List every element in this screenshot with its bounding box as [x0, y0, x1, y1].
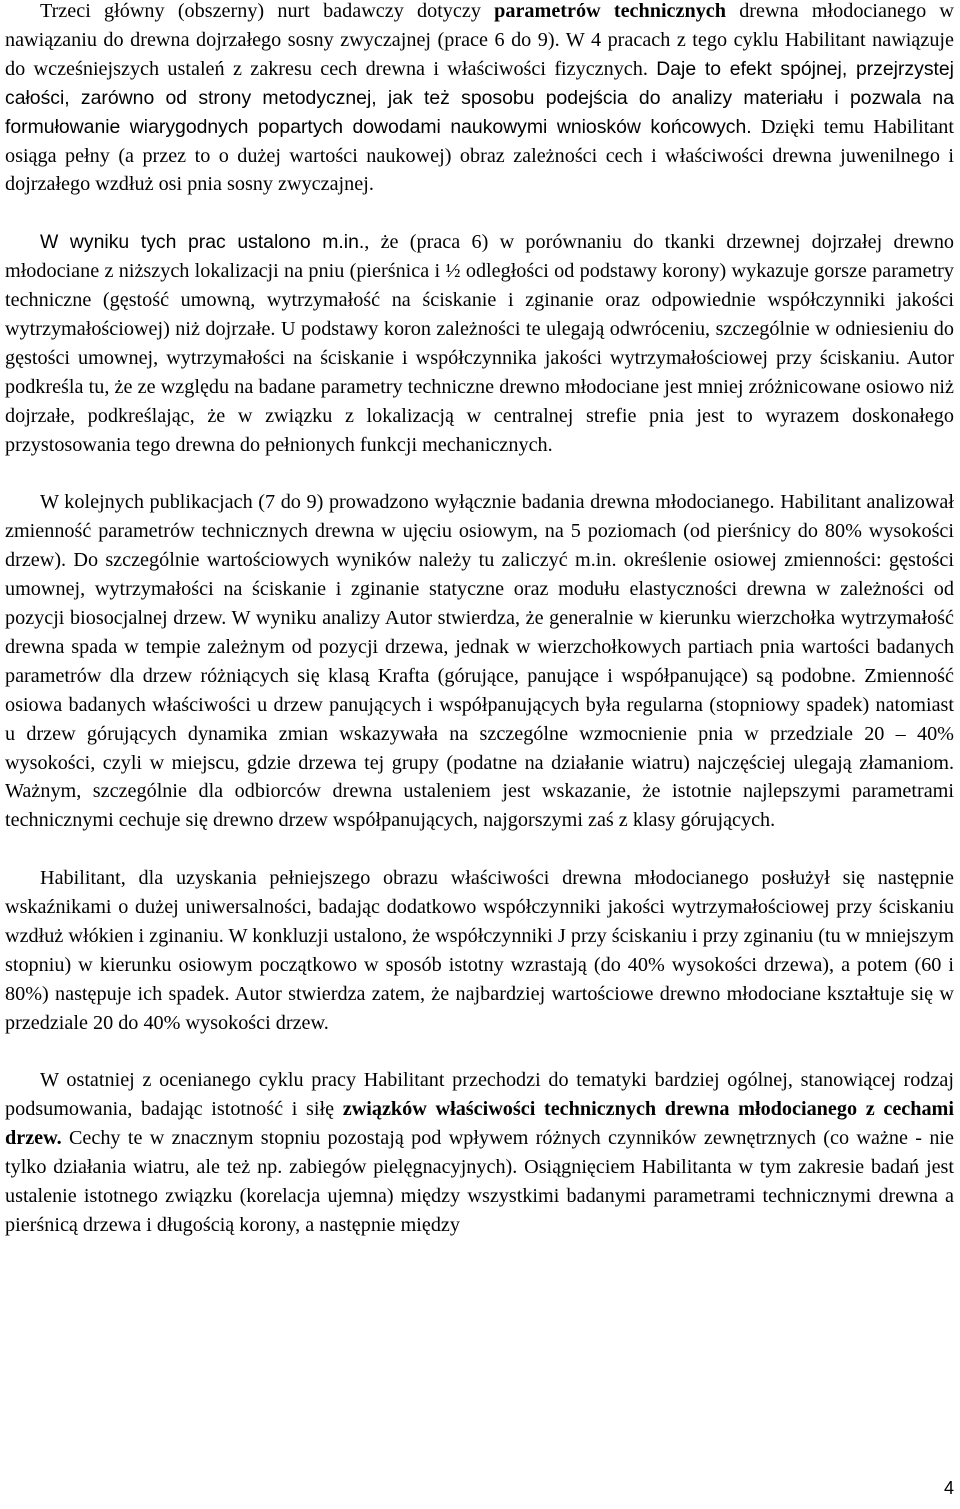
paragraph-1-segment-2: parametrów technicznych [494, 0, 726, 22]
paragraph-2 [5, 228, 954, 459]
paragraph-4-segment-1: Habilitant, dla uzyskania pełniejszego obrazu właściwości drewna młodocianego posłużył się następnie wskaźnikami o dużej uniwersalności, badając dodatkowo współczynniki jakości wytrzymałościowej przy ściskaniu wzdłuż włókien i zginaniu. W konkluzji ustalono, że współczynniki J przy ściskaniu i przy zginaniu (tu w mniejszym stopniu) w kierunku osiowym początkowo w sposób istotny wzrastają (do 40% wysokości drzewa), a potem (60 i 80%) następuje ich spadek. Autor stwierdza zatem, że najbardziej wartościowe drewno młodociane kształtuje się w przedziale 20 do 40% wysokości drzew. [5, 867, 954, 1034]
paragraph-3-segment-1: W kolejnych publikacjach (7 do 9) prowadzono wyłącznie badania drewna młodocianego. Habilitant analizował zmienność parametrów technicznych drewna w ujęciu osiowym, na 5 poziomach (od pierśnicy do 80% wysokości drzew). Do szczególnie wartościowych wyników należy tu zaliczyć m.in. określenie osiowej zmienności: gęstości umownej, wytrzymałości na ściskanie i zginanie statyczne oraz modułu elastyczności drewna w zależności od pozycji biosocjalnej drzew. W wyniku analizy Autor stwierdza, że generalnie w kierunku wierzchołka wytrzymałość drewna spada w tempie zależnym od pozycji drzewa, jednak w wierzchołkowych partiach pnia wartości badanych parametrów dla drzew różniących się klasą Krafta (górujące, panujące i współpanujące) są podobne. Zmienność osiowa badanych właściwości u drzew panujących i współpanujących była regularna (stopniowy spadek) natomiast u drzew górujących dynamika zmian wskazywała na szczególne wzmocnienie pnia w przedziale 20 – 40% wysokości, czyli w miejscu, gdzie drzewa tej grupy (podatne na działanie wiatru) najczęściej ulegają złamaniom. Ważnym, szczególnie dla odbiorców drewna ustaleniem jest wskazanie, że istotnie najlepszymi parametrami technicznymi cechuje się drewno drzew współpanujących, najgorszymi zaś z klasy górujących. [5, 491, 954, 832]
paragraph-1-segment-1: Trzeci główny (obszerny) nurt badawczy dotyczy [40, 0, 495, 22]
paragraph-5 [5, 1066, 954, 1239]
paragraph-1-segment-5: Dzięki temu Habilitant osiąga pełny (a przez to o dużej wartości naukowej) obraz zależności cech i właściwości drewna juwenilnego i dojrzałego wzdłuż osi pnia sosny zwyczajnej. [5, 115, 954, 196]
paragraph-5-segment-1: W ostatniej z ocenianego cyklu pracy Habilitant przechodzi do tematyki bardziej ogólnej, stanowiącej rodzaj podsumowania, badając istotność i siłę [5, 1069, 954, 1121]
paragraph-1-segment-4: Daje to efekt spójnej, przejrzystej całości, zarówno od strony metodycznej, jak też sposobu podejścia do analizy materiału i pozwala na formułowanie wiarygodnych popartych dowodami naukowymi wniosków końcowych. [5, 57, 954, 138]
document-body [5, 0, 954, 1240]
paragraph-3 [5, 488, 954, 835]
page-number: 4 [943, 1478, 954, 1498]
paragraph-5-segment-3: Cechy te w znacznym stopniu pozostają pod wpływem różnych czynników zewnętrznych (co ważne - nie tylko działania wiatru, ale też np. zabiegów pielęgnacyjnych). Osiągnięciem Habilitanta w tym zakresie badań jest ustalenie istotnego związku (korelacja ujemna) między wszystkimi badanymi parametrami technicznymi drewna a pierśnicą drzewa i długością korony, a następnie między [5, 1127, 954, 1236]
paragraph-5-segment-2: związków właściwości technicznych drewna młodocianego z cechami drzew. [5, 1098, 954, 1150]
paragraph-2-segment-1: W wyniku tych prac ustalono m.in. [40, 231, 365, 254]
paragraph-1 [5, 0, 954, 199]
paragraph-2-segment-2: , że (praca 6) w porównaniu do tkanki drzewnej dojrzałej drewno młodociane z niższych lokalizacji na pniu (pierśnica i ½ odległości od podstawy korony) wykazuje gorsze parametry techniczne (gęstość umowną, wytrzymałość na ściskanie i zginanie oraz odpowiednie współczynniki jakości wytrzymałościowej) niż dojrzałe. U podstawy koron zależności te ulegają odwróceniu, szczególnie w odniesieniu do gęstości umownej, wytrzymałości na ściskanie i współczynnika jakości wytrzymałościowej przy ściskaniu. Autor podkreśla tu, że ze względu na badane parametry techniczne drewno młodociane jest mniej zróżnicowane osiowo niż dojrzałe, podkreślając, że w związku z lokalizacją w centralnej strefie pnia jest to wyrazem doskonałego przystosowania tego drewna do pełnionych funkcji mechanicznych. [5, 231, 955, 456]
paragraph-4 [5, 864, 954, 1037]
paragraph-1-segment-3: drewna młodocianego w nawiązaniu do drewna dojrzałego sosny zwyczajnej (prace 6 do 9). W 4 pracach z tego cyklu Habilitant nawiązuje do wcześniejszych ustaleń z zakresu cech drewna i właściwości fizycznych. [5, 0, 954, 80]
